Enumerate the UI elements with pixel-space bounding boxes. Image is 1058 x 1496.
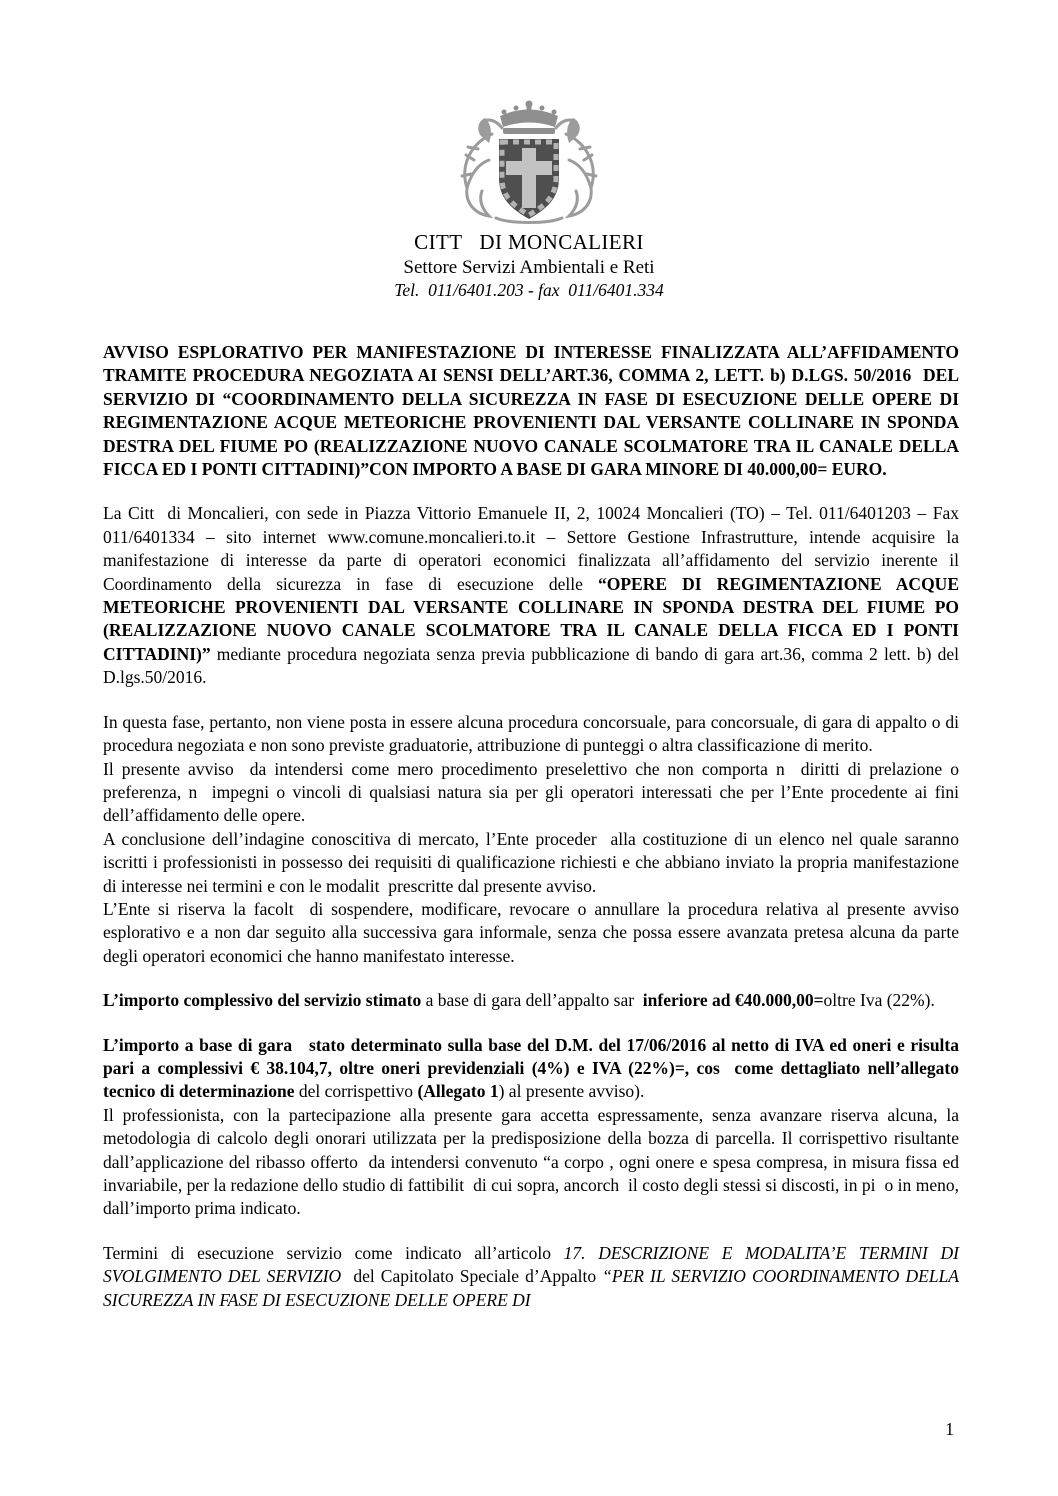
termini-capitolato-italic: “PER IL SERVIZIO COORDINAMENTO DELLA SICUREZZA IN FASE DI ESECUZIONE DELLE OPERE DI xyxy=(103,1266,959,1310)
paragraph-riserva-facolta: L’Ente si riserva la facolt di sospendere, modificare, revocare o annullare la procedura relativa al presente avviso esplorativo e a non dar seguito alla successiva gara informale, senza che possa essere avanzata pretesa alcuna da parte degli operatori economici che hanno manifestato interesse. xyxy=(103,898,959,966)
importo-complessivo-mid: a base di gara dell’appalto sar xyxy=(421,990,643,1011)
document-body xyxy=(103,341,959,1312)
importo-complessivo-tail: oltre Iva (22%). xyxy=(823,990,935,1011)
paragraph-professionista: Il professionista, con la partecipazione alla presente gara accetta espressamente, senza avanzare riserva alcuna, la metodologia di calcolo degli onorari utilizzata per la predisposizione della bozza di parcella. Il corrispettivo risultante dall’applicazione del ribasso offerto da intendersi convenuto “a corpo , ogni onere e spesa compresa, in misura fissa ed invariabile, per la redazione dello studio di fattibilit di cui sopra, ancorch il costo degli stessi si discosti, in pi o in meno, dall’importo prima indicato. xyxy=(103,1104,959,1219)
phone-fax-line: Tel. 011/6401.203 - fax 011/6401.334 xyxy=(394,279,664,300)
importo-base-mid: del corrispettivo xyxy=(294,1081,418,1102)
paragraph-intro xyxy=(103,502,959,689)
department-line: Settore Servizi Ambientali e Reti xyxy=(403,256,655,278)
termini-lead: Termini di esecuzione servizio come indicato all’articolo xyxy=(103,1242,564,1263)
paragraph-conclusione-indagine: A conclusione dell’indagine conoscitiva di mercato, l’Ente proceder alla costituzione di un elenco nel quale saranno iscritti i professionisti in possesso dei requisiti di qualificazione richiesti e che abbiano inviato la propria manifestazione di interesse nei termini e con le modalit prescritte dal presente avviso. xyxy=(103,828,959,896)
paragraph-importo-complessivo xyxy=(103,989,959,1012)
page-number: 1 xyxy=(945,1419,954,1439)
intro-lead: La Citt di Moncalieri, con sede in Piazza Vittorio Emanuele II, 2, 10024 Moncalieri (TO) – Tel. 011/6401203 – Fax 011/6401334 – sito internet www.comune.moncalieri.to.it – Settore Gestione Infrastrutture, intende acquisire la manifestazione di interesse da parte di operatori economici finalizzata all’affidamento del servizio inerente il Coordinamento della sicurezza in fase di esecuzione delle xyxy=(103,503,959,594)
paragraph-importo-base-gara xyxy=(103,1034,959,1104)
termini-articolo-italic: 17. DESCRIZIONE E MODALITA’E TERMINI DI SVOLGIMENTO DEL SERVIZIO xyxy=(103,1242,959,1287)
moncalieri-coat-of-arms-icon xyxy=(453,98,605,226)
importo-base-tail: ) al presente avviso). xyxy=(498,1081,645,1102)
intro-tail: mediante procedura negoziata senza previa pubblicazione di bando di gara art.36, comma 2 lett. b) del D.lgs.50/2016. xyxy=(103,643,959,688)
paragraph-fase: In questa fase, pertanto, non viene posta in essere alcuna procedura concorsuale, para concorsuale, di gara di appalto o di procedura negoziata e non sono previste graduatorie, attribuzione di punteggi o altra classificazione di merito. xyxy=(103,711,959,756)
importo-base-bold: L’importo a base di gara stato determinato sulla base del D.M. del 17/06/2016 al netto di IVA ed oneri e risulta pari a complessivi € 38.104,7, oltre oneri previdenziali (4%) e IVA (22%)=, cos come dettagliato nell’allegato tecnico di determinazione xyxy=(103,1034,959,1102)
letterhead xyxy=(0,0,1058,301)
crown xyxy=(500,101,558,135)
importo-complessivo-valore-bold: inferiore ad €40.000,00= xyxy=(642,990,824,1011)
notice-title: AVVISO ESPLORATIVO PER MANIFESTAZIONE DI INTERESSE FINALIZZATA ALL’AFFIDAMENTO TRAMITE PROCEDURA NEGOZIATA AI SENSI DELL’ART.36, COMMA 2, LETT. b) D.LGS. 50/2016 DEL SERVIZIO DI “COORDINAMENTO DELLA SICUREZZA IN FASE DI ESECUZIONE DELLE OPERE DI REGIMENTAZIONE ACQUE METEORICHE PROVENIENTI DAL VERSANTE COLLINARE IN SPONDA DESTRA DEL FIUME PO (REALIZZAZIONE NUOVO CANALE SCOLMATORE TRA IL CANALE DELLA FICCA ED I PONTI CITTADINI)”CON IMPORTO A BASE DI GARA MINORE DI 40.000,00= EURO. xyxy=(103,342,959,480)
paragraph-avviso-preselettivo: Il presente avviso da intendersi come mero procedimento preselettivo che non comporta n diritti di prelazione o preferenza, n impegni o vincoli di qualsiasi natura sia per gli operatori interessati che per l’Ente procedente ai fini dell’affidamento delle opere. xyxy=(103,758,959,826)
importo-complessivo-bold: L’importo complessivo del servizio stimato xyxy=(103,990,422,1011)
termini-mid: del Capitolato Speciale d’Appalto xyxy=(341,1266,603,1287)
intro-opere-bold: “OPERE DI REGIMENTAZIONE ACQUE METEORICHE PROVENIENTI DAL VERSANTE COLLINARE IN SPONDA DESTRA DEL FIUME PO (REALIZZAZIONE NUOVO CANALE SCOLMATORE TRA IL CANALE DELLA FICCA ED I PONTI CITTADINI)” xyxy=(103,573,959,664)
city-title: CITT DI MONCALIERI xyxy=(414,230,644,254)
allegato-bold: (Allegato 1 xyxy=(417,1081,499,1102)
paragraph-termini xyxy=(103,1242,959,1312)
